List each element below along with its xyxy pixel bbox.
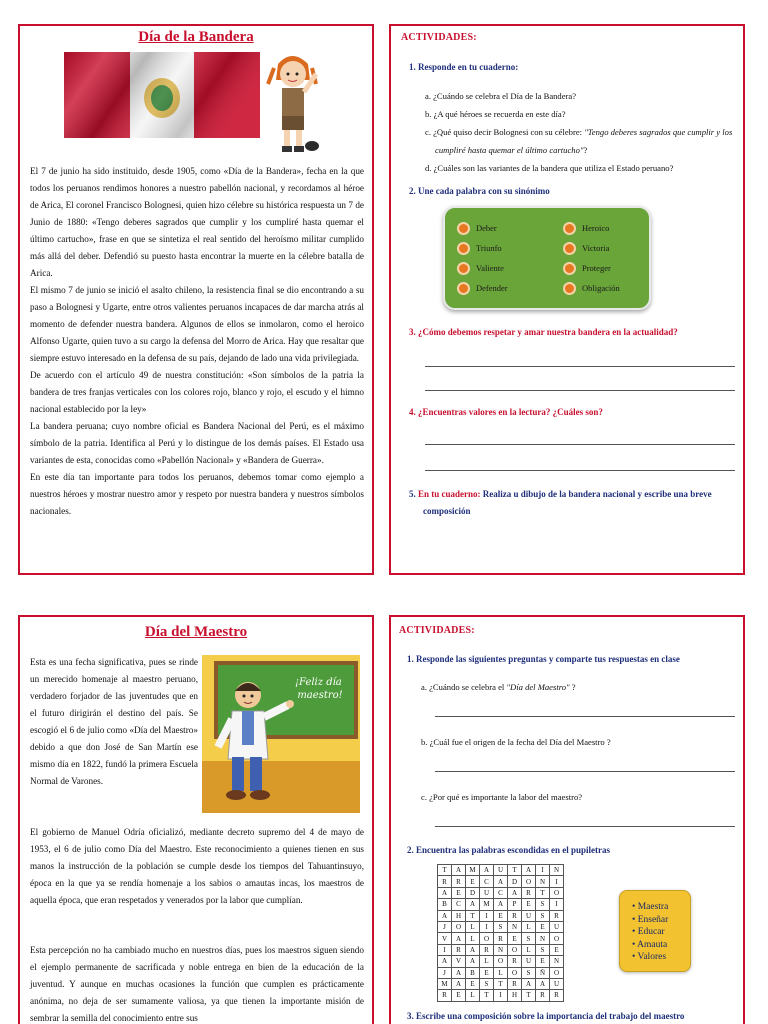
word-search-row <box>438 967 564 978</box>
word-search-row <box>438 876 564 887</box>
maestro-intro: Esta es una fecha significativa, pues se rinde un merecido homenaje al maestro peruano, verdadero forjador de las juventudes que en el futuro dirigirán el destino del país. Se escogió el 6 de julio como «Día del Maestro» debido a que don José de San Martín ese mismo día en 1822, fundó la primera Escuela Normal de Varones. <box>30 657 198 786</box>
bullet-circle-icon <box>563 242 576 255</box>
word-search-cell[interactable]: S <box>494 921 508 932</box>
word-list-item: • Amauta <box>632 939 668 950</box>
word-search-cell[interactable]: O <box>452 921 466 932</box>
word-search-cell[interactable]: O <box>550 887 564 898</box>
word-search-cell[interactable]: N <box>508 921 522 932</box>
maestro-activities-panel <box>389 615 745 1024</box>
word-search-cell[interactable]: A <box>480 865 494 876</box>
word-search-cell[interactable]: U <box>550 921 564 932</box>
question-1a: a. ¿Cuándo se celebra el Día de la Bandera? <box>425 91 577 101</box>
synonym-word-item[interactable] <box>563 238 620 258</box>
right-word-column <box>563 218 620 298</box>
word-search-cell[interactable]: J <box>438 921 452 932</box>
word-search-cell[interactable]: C <box>452 899 466 910</box>
word-search-cell[interactable]: B <box>438 899 452 910</box>
question-1-items <box>425 87 739 177</box>
word-search-cell[interactable]: E <box>466 876 480 887</box>
answer-line[interactable] <box>425 444 735 445</box>
word-search-cell[interactable]: P <box>508 899 522 910</box>
synonym-word-label: Triunfo <box>476 243 502 253</box>
synonym-word-item[interactable] <box>563 258 620 278</box>
girl-saluting-illustration <box>264 50 320 158</box>
left-word-column <box>457 218 508 298</box>
word-search-cell[interactable]: E <box>508 933 522 944</box>
word-search-cell[interactable]: T <box>438 865 452 876</box>
word-search-cell[interactable]: E <box>550 944 564 955</box>
word-search-cell[interactable]: O <box>508 944 522 955</box>
activities-heading: ACTIVIDADES: <box>399 625 475 636</box>
word-search-cell[interactable]: O <box>480 933 494 944</box>
word-search-cell[interactable]: I <box>536 865 550 876</box>
word-search-cell[interactable]: Ñ <box>536 967 550 978</box>
answer-line[interactable] <box>435 826 735 827</box>
word-search-cell[interactable]: L <box>494 967 508 978</box>
word-search-cell[interactable]: R <box>494 933 508 944</box>
question-1: 1. Responde en tu cuaderno: <box>409 62 519 72</box>
word-search-cell[interactable]: I <box>480 921 494 932</box>
bandera-title: Día de la Bandera <box>138 29 254 45</box>
word-search-cell[interactable]: S <box>536 910 550 921</box>
bullet-circle-icon <box>563 282 576 295</box>
word-search-cell[interactable]: O <box>494 956 508 967</box>
bandera-text <box>30 163 364 520</box>
word-search-cell[interactable]: L <box>466 990 480 1001</box>
synonym-word-label: Heroico <box>582 223 610 233</box>
bullet-circle-icon <box>563 262 576 275</box>
word-search-cell[interactable]: A <box>438 910 452 921</box>
word-search-cell[interactable]: I <box>438 944 452 955</box>
word-search-cell[interactable]: U <box>522 910 536 921</box>
word-search-cell[interactable]: N <box>536 933 550 944</box>
bandera-paragraph: La bandera peruana; cuyo nombre oficial es Bandera Nacional del Perú, es el máximo símbolo de la patria. Identifica al Perú y lo distingue de los demás países. El Estado usa variantes de esta, conocidas como «Pabellón Nacional» y «Bandera de Guerra». <box>30 421 364 465</box>
bandera-paragraph: En este día tan importante para todos los peruanos, debemos tomar como ejemplo a nuestros héroes y mostrar nuestro amor y respeto por nuestra bandera y nuestros símbolos nacionales. <box>30 472 364 516</box>
bandera-paragraph: El 7 de junio ha sido instituido, desde 1905, como «Día de la Bandera», fecha en la que todos los peruanos rendimos honores a nuestro pabellón nacional, y recordamos al héroe de Arica, El coronel Francisco Bolognesi, quien hizo célebre su histórica respuesta un 7 de Junio de 1880: «Tengo deberes sagrados que cumplir y los cumpliré hasta quemar el último cartucho», frase en que se sintetiza el real sentido del heroísmo militar cumplido más allá del deber. Defendió su puesto hasta encontrar la muerte en la célebre batalla de Arica. <box>30 166 364 278</box>
maestro-paragraph: Esta percepción no ha cambiado mucho en nuestros días, pues los maestros siguen siendo el ejemplo permanente de sacrificada y noble entrega en bien de la educación de la juventud. Y aunque en muchas ocasiones la función que cumplen es prácticamente anónima, no deja de ser sumamente valiosa, ya que tienen la importante misión de sembrar la semilla del conocimiento entre sus <box>30 945 364 1023</box>
question-2: 2. Encuentra las palabras escondidas en el pupiletras <box>407 845 611 855</box>
word-search-row <box>438 921 564 932</box>
word-list-item: • Educar <box>632 927 665 937</box>
answer-line[interactable] <box>425 366 735 367</box>
bandera-panel <box>18 24 374 575</box>
word-search-cell[interactable]: E <box>452 887 466 898</box>
question-1b: b. ¿A qué héroes se recuerda en este día? <box>425 109 566 119</box>
word-search-cell[interactable]: L <box>466 933 480 944</box>
word-search-cell[interactable]: A <box>452 967 466 978</box>
word-search-cell[interactable]: H <box>452 910 466 921</box>
word-search-cell[interactable]: I <box>480 910 494 921</box>
word-search-cell[interactable]: R <box>508 910 522 921</box>
word-search-cell[interactable]: S <box>522 967 536 978</box>
bullet-circle-icon <box>457 222 470 235</box>
word-list-item: • Maestra <box>632 902 669 912</box>
word-search-cell[interactable]: A <box>438 956 452 967</box>
word-search-cell[interactable]: M <box>438 978 452 989</box>
word-search-cell[interactable]: N <box>494 944 508 955</box>
word-search-cell[interactable]: V <box>438 933 452 944</box>
word-search-cell[interactable]: A <box>522 978 536 989</box>
peru-flag-image <box>64 52 260 138</box>
synonym-word-item[interactable] <box>563 218 620 238</box>
word-search-cell[interactable]: V <box>452 956 466 967</box>
word-search-cell[interactable]: T <box>466 910 480 921</box>
word-search-row <box>438 899 564 910</box>
word-search-cell[interactable]: R <box>452 944 466 955</box>
bullet-circle-icon <box>563 222 576 235</box>
word-search-cell[interactable]: U <box>550 978 564 989</box>
answer-line[interactable] <box>425 470 735 471</box>
question-1: 1. Responde las siguientes preguntas y comparte tus respuestas en clase <box>407 654 680 664</box>
word-search-cell[interactable]: R <box>522 887 536 898</box>
word-search-cell[interactable]: S <box>536 899 550 910</box>
question-3: 3. Escribe una composición sobre la importancia del trabajo del maestro <box>407 1011 685 1021</box>
question-2: 2. Une cada palabra con su sinónimo <box>409 186 550 196</box>
synonym-word-label: Obligación <box>582 283 620 293</box>
word-search-cell[interactable]: A <box>494 899 508 910</box>
word-search-cell[interactable]: E <box>452 990 466 1001</box>
synonym-word-item[interactable] <box>457 238 508 258</box>
bullet-circle-icon <box>457 262 470 275</box>
word-search-cell[interactable]: I <box>550 876 564 887</box>
word-search-cell[interactable]: R <box>438 876 452 887</box>
answer-line[interactable] <box>435 771 735 772</box>
word-search-cell[interactable]: M <box>466 865 480 876</box>
word-search-cell[interactable]: R <box>508 978 522 989</box>
word-search-cell[interactable]: D <box>508 876 522 887</box>
word-list <box>620 891 690 964</box>
word-search-cell[interactable]: A <box>536 978 550 989</box>
synonym-word-label: Victoria <box>582 243 610 253</box>
word-search-cell[interactable]: A <box>508 887 522 898</box>
bolognesi-quote: "Tengo deberes sagrados que cumplir y los cumpliré hasta quemar el último cartucho" <box>435 127 733 155</box>
question-4: 4. ¿Encuentras valores en la lectura? ¿Cuáles son? <box>409 407 603 417</box>
word-search-cell[interactable]: B <box>466 967 480 978</box>
question-1c: c. ¿Qué quiso decir Bolognesi con su célebre: "Tengo deberes sagrados que cumplir y los cumpliré hasta quemar el último cartucho"? <box>425 127 733 155</box>
word-search-cell[interactable]: E <box>494 910 508 921</box>
word-search-cell[interactable]: T <box>522 990 536 1001</box>
word-list-box <box>619 890 691 972</box>
word-search-cell[interactable]: E <box>480 967 494 978</box>
word-search-cell[interactable]: T <box>480 990 494 1001</box>
bullet-circle-icon <box>457 282 470 295</box>
word-search-cell[interactable]: R <box>550 910 564 921</box>
synonym-word-item[interactable] <box>457 218 508 238</box>
bandera-activities-panel <box>389 24 745 575</box>
word-search-row <box>438 990 564 1001</box>
bandera-paragraph: De acuerdo con el artículo 49 de nuestra constitución: «Son símbolos de la patria la bandera de tres franjas verticales con los colores rojo, blanco y rojo, el escudo y el himno nacional establecido por la ley» <box>30 370 364 414</box>
activities-heading: ACTIVIDADES: <box>401 32 477 43</box>
word-search-cell[interactable]: R <box>550 990 564 1001</box>
word-search-row <box>438 910 564 921</box>
word-search-cell[interactable]: S <box>522 933 536 944</box>
word-search-cell[interactable]: E <box>522 899 536 910</box>
answer-line[interactable] <box>435 716 735 717</box>
word-search-cell[interactable]: E <box>536 921 550 932</box>
synonym-word-item[interactable] <box>563 278 620 298</box>
question-1c: c. ¿Por qué es importante la labor del maestro? <box>421 792 583 802</box>
word-search-grid <box>437 864 564 1002</box>
word-search-cell[interactable]: D <box>466 887 480 898</box>
word-search-cell[interactable]: T <box>508 865 522 876</box>
maestro-paragraph: El gobierno de Manuel Odría oficializó, mediante decreto supremo del 4 de mayo de 1953, el 6 de julio como Día del Maestro. Este reconocimiento a quienes tienen en sus manos la instrucción de la población se cumple desde los tiempos del Tahuantinsuyo, época en la que ya se rendía homenaje a los sabios o amautas incas, los maestros de aquella época, que eran respetados y venerados por la labor que cumplían. <box>30 827 364 905</box>
maestro-panel <box>18 615 374 1024</box>
word-search-cell[interactable]: O <box>550 967 564 978</box>
word-search-cell[interactable]: N <box>536 876 550 887</box>
question-5: 5. En tu cuaderno: Realiza u dibujo de la bandera nacional y escribe una breve composición <box>409 489 712 516</box>
word-search-cell[interactable]: N <box>550 865 564 876</box>
word-search-cell[interactable]: L <box>480 956 494 967</box>
word-search-cell[interactable]: E <box>536 956 550 967</box>
synonym-word-label: Proteger <box>582 263 611 273</box>
word-search-cell[interactable]: R <box>508 956 522 967</box>
word-search-cell[interactable]: A <box>522 865 536 876</box>
word-search-cell[interactable]: M <box>480 899 494 910</box>
word-search-cell[interactable]: J <box>438 967 452 978</box>
word-search-cell[interactable]: A <box>466 956 480 967</box>
word-search-cell[interactable]: S <box>536 944 550 955</box>
word-search-cell[interactable]: A <box>466 944 480 955</box>
word-search-row <box>438 933 564 944</box>
word-search-cell[interactable]: S <box>480 978 494 989</box>
word-search-cell[interactable]: L <box>522 921 536 932</box>
question-3: 3. ¿Cómo debemos respetar y amar nuestra bandera en la actualidad? <box>409 327 678 337</box>
word-search-row <box>438 865 564 876</box>
question-1a: a. ¿Cuándo se celebra el "Día del Maestro" ? <box>421 682 576 692</box>
synonym-word-label: Deber <box>476 223 497 233</box>
word-search-row <box>438 944 564 955</box>
word-search-cell[interactable]: C <box>480 876 494 887</box>
synonym-word-label: Defender <box>476 283 508 293</box>
word-search-cell[interactable]: C <box>494 887 508 898</box>
word-search-cell[interactable]: A <box>452 865 466 876</box>
word-search-cell[interactable]: L <box>522 944 536 955</box>
maestro-title: Día del Maestro <box>144 624 248 640</box>
word-search-cell[interactable]: A <box>452 978 466 989</box>
word-search-cell[interactable]: U <box>522 956 536 967</box>
bandera-paragraph: El mismo 7 de junio se inició el asalto chileno, la resistencia final se dio encontrando a su paso a Bolognesi y Ugarte, entre otros valientes peruanos incapaces de dar marcha atrás al momento de defender nuestra bandera. Algunos de ellos se inmolaron, como el heroico Alfonso Ugarte, quien tuvo a su cargo la defensa del Morro de Arica. Hay que resaltar que siempre estuvo interesado en la defensa de su país, dejando de lado una vida privilegiada. <box>30 285 364 363</box>
synonym-word-label: Valiente <box>476 263 504 273</box>
word-search-cell[interactable]: R <box>452 876 466 887</box>
question-1d: d. ¿Cuáles son las variantes de la bandera que utiliza el Estado peruano? <box>425 163 674 173</box>
word-search-cell[interactable]: U <box>480 887 494 898</box>
word-search-row <box>438 956 564 967</box>
word-list-item: • Enseñar <box>632 914 669 925</box>
bullet-circle-icon <box>457 242 470 255</box>
word-search-cell[interactable]: U <box>494 865 508 876</box>
word-search-cell[interactable]: H <box>508 990 522 1001</box>
answer-line[interactable] <box>425 390 735 391</box>
word-search-cell[interactable]: A <box>438 887 452 898</box>
word-search-cell[interactable]: O <box>522 876 536 887</box>
word-search-cell[interactable]: I <box>494 990 508 1001</box>
word-search-cell[interactable]: O <box>508 967 522 978</box>
word-search-cell[interactable]: T <box>494 978 508 989</box>
word-search-cell[interactable]: R <box>480 944 494 955</box>
word-search-cell[interactable]: R <box>536 990 550 1001</box>
question-1b: b. ¿Cuál fue el origen de la fecha del Día del Maestro ? <box>421 737 611 747</box>
word-search-cell[interactable]: L <box>466 921 480 932</box>
word-search-cell[interactable]: T <box>536 887 550 898</box>
board-text: ¡Feliz día maestro! <box>295 677 343 701</box>
word-search-cell[interactable]: A <box>494 876 508 887</box>
synonym-word-item[interactable] <box>457 258 508 278</box>
word-search-cell[interactable]: O <box>550 933 564 944</box>
synonym-word-item[interactable] <box>457 278 508 298</box>
word-search-row <box>438 887 564 898</box>
teacher-illustration <box>202 655 360 813</box>
word-search-cell[interactable]: N <box>550 956 564 967</box>
word-search-cell[interactable]: A <box>452 933 466 944</box>
word-search-row <box>438 978 564 989</box>
word-search-cell[interactable]: E <box>466 978 480 989</box>
word-list-item: • Valores <box>632 952 667 962</box>
word-search-cell[interactable]: I <box>550 899 564 910</box>
word-search-cell[interactable]: R <box>438 990 452 1001</box>
word-search-cell[interactable]: A <box>466 899 480 910</box>
